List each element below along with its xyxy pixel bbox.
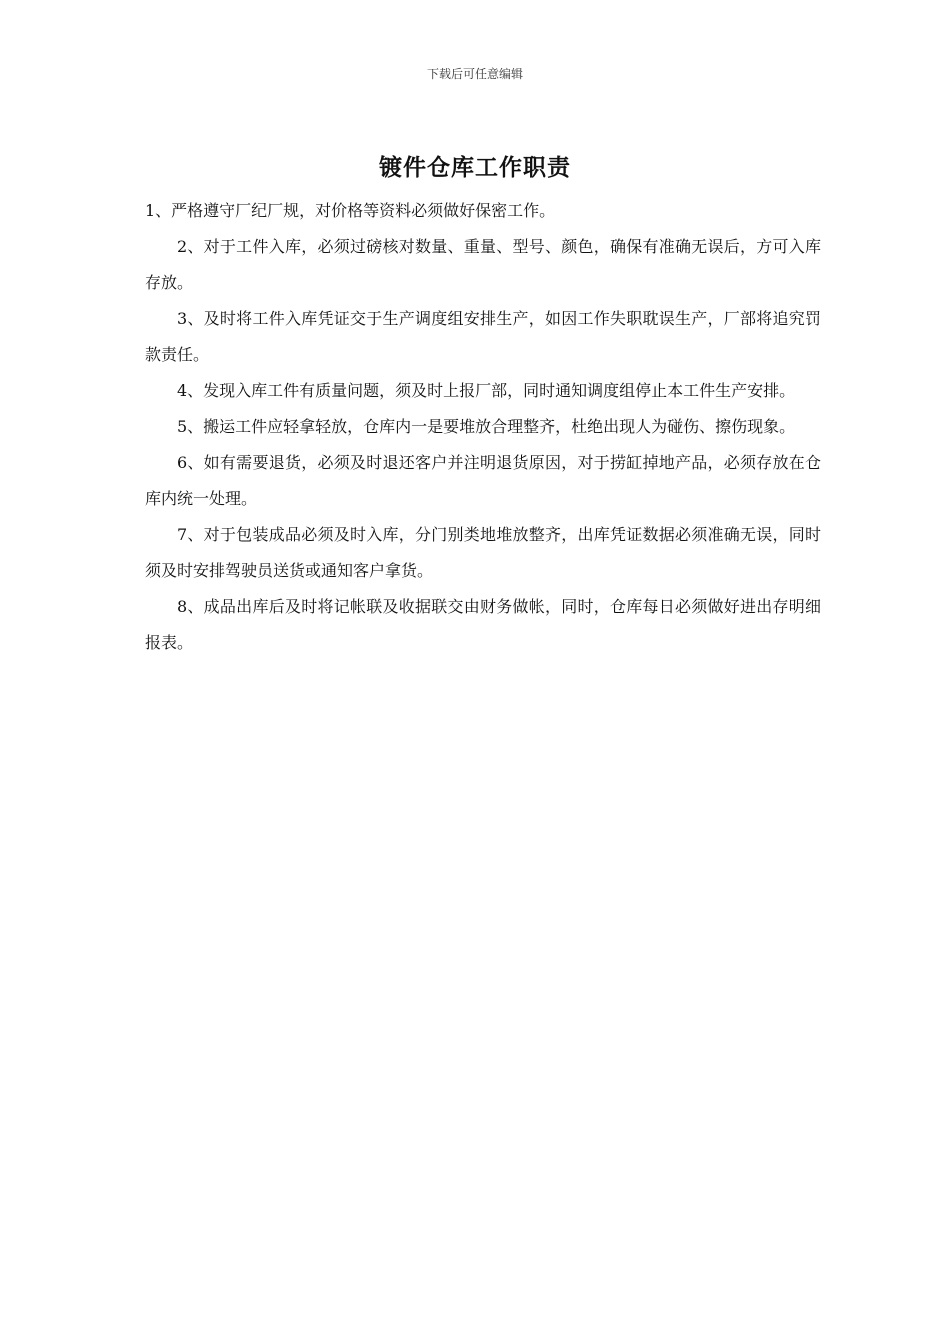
paragraph-8: 8、成品出库后及时将记帐联及收据联交由财务做帐，同时，仓库每日必须做好进出存明细报表。	[145, 597, 821, 652]
paragraph-2: 2、对于工件入库，必须过磅核对数量、重量、型号、颜色，确保有准确无误后，方可入库存放。	[145, 237, 821, 292]
paragraph-3: 3、及时将工件入库凭证交于生产调度组安排生产，如因工作失职耽误生产，厂部将追究罚款责任。	[145, 309, 821, 364]
header-note: 下载后可任意编辑	[426, 67, 523, 81]
document-title: 镀件仓库工作职责	[379, 154, 571, 181]
paragraph-1: 1、严格遵守厂纪厂规，对价格等资料必须做好保密工作。	[145, 201, 556, 220]
paragraph-6: 6、如有需要退货，必须及时退还客户并注明退货原因，对于捞缸掉地产品，必须存放在仓库内统一处理。	[145, 453, 821, 508]
paragraph-7: 7、对于包装成品必须及时入库，分门别类地堆放整齐，出库凭证数据必须准确无误，同时须及时安排驾驶员送货或通知客户拿货。	[145, 525, 821, 580]
paragraph-5: 5、搬运工件应轻拿轻放，仓库内一是要堆放合理整齐，杜绝出现人为碰伤、擦伤现象。	[177, 417, 796, 436]
paragraph-4: 4、发现入库工件有质量问题，须及时上报厂部，同时通知调度组停止本工件生产安排。	[177, 381, 796, 400]
document-body	[145, 193, 821, 661]
